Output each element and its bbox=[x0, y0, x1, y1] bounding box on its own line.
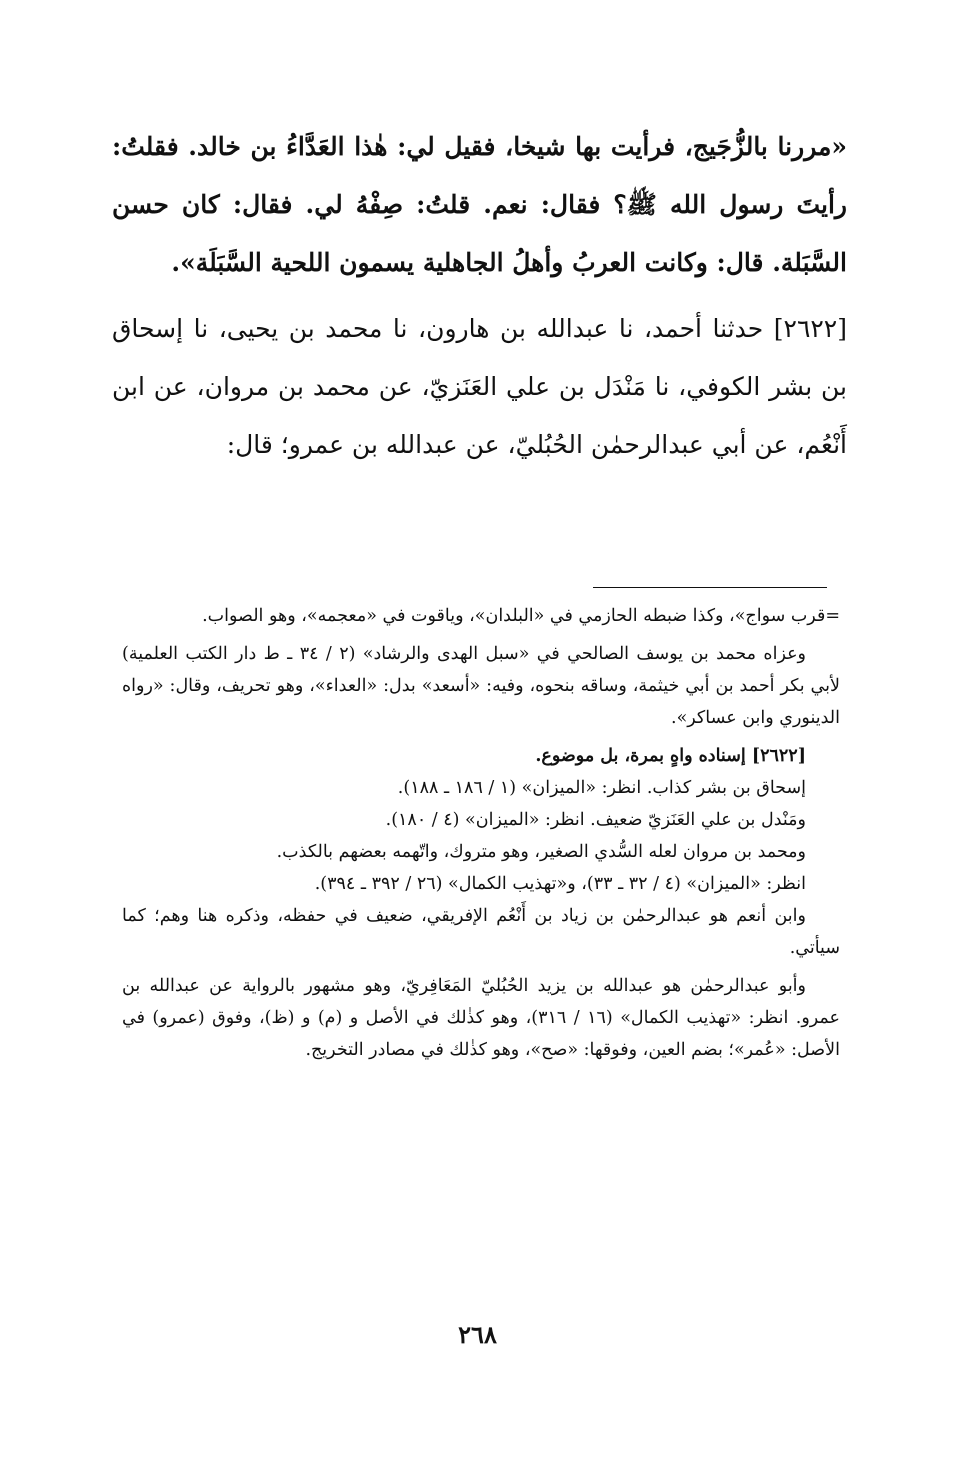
footnote-paragraph: ومحمد بن مروان لعله السُّدي الصغير، وهو متروك، واتّهمه بعضهم بالكذب. bbox=[276, 842, 806, 862]
hadith-continuation-paragraph: «مررنا بالزُّجَيج، فرأيت بها شيخا، فقيل لي: هٰذا العَدَّاءُ بن خالد. فقلتُ: رأيتَ رسول الله ﷺ؟ فقال: نعم. قلتُ: صِفْهُ لي. فقال: كان حسن السَّبَلة. قال: وكانت العربُ وأهلُ الجاهلية يسمون اللحية السَّبَلَة». bbox=[112, 132, 847, 277]
footnote-paragraph: إسحاق بن بشر كذاب. انظر: «الميزان» (١ / ١٨٦ ـ ١٨٨). bbox=[397, 778, 806, 798]
footnote-paragraph: وعزاه محمد بن يوسف الصالحي في «سبل الهدى والرشاد» (٢ / ٣٤ ـ ط دار الكتب العلمية) لأبي بكر أحمد بن أبي خيثمة، وساقه بنحوه، وفيه: «أسعد» بدل: «العداء»، وهو تحريف، وقال: «رواه الدينوري وابن عساكر». bbox=[122, 644, 840, 728]
footnote-paragraph: انظر: «الميزان» (٤ / ٣٢ ـ ٣٣)، و«تهذيب الكمال» (٢٦ / ٣٩٢ ـ ٣٩٤). bbox=[314, 874, 806, 894]
footnote-paragraph: وابن أنعم هو عبدالرحمٰن بن زياد بن أَنْعُم الإفريقي، ضعيف في حفظه، وذكره هنا وهم؛ كما سيأتي. bbox=[122, 906, 840, 958]
footnotes bbox=[122, 600, 840, 1072]
page-number: ٢٦٨ bbox=[458, 1320, 497, 1349]
footnote-paragraph: وأبو عبدالرحمٰن هو عبدالله بن يزيد الحُبُليّ المَعَافِريّ، وهو مشهور بالرواية عن عبدالله بن عمرو. انظر: «تهذيب الكمال» (١٦ / ٣١٦)، وهو كذٰلك في الأصل و (م) و (ظ)، وفوق (عمرو) في الأصل: «عُمر»؛ بضم العين، وفوقها: «صح»، وهو كذٰلك في مصادر التخريج. bbox=[122, 976, 840, 1060]
hadith-2622-paragraph: [٢٦٢٢] حدثنا أحمد، نا عبدالله بن هارون، نا محمد بن يحيى، نا إسحاق بن بشر الكوفي، نا مَنْدَل بن علي العَنَزيّ، عن محمد بن مروان، عن ابن أَنْعُم، عن أبي عبدالرحمٰن الحُبُليّ، عن عبدالله بن عمرو؛ قال: bbox=[112, 314, 847, 459]
footnote-divider bbox=[593, 587, 827, 588]
footnote-paragraph: =قرب سواج»، وكذا ضبطه الحازمي في «البلدان»، وياقوت في «معجمه»، وهو الصواب. bbox=[202, 606, 840, 626]
footnote-paragraph: ومَنْدل بن علي العَنَزيّ ضعيف. انظر: «الميزان» (٤ / ١٨٠). bbox=[385, 810, 806, 830]
main-text bbox=[112, 118, 847, 474]
footnote-heading: [٢٦٢٢] إسناده واهٍ بمرة، بل موضوع. bbox=[535, 746, 806, 766]
